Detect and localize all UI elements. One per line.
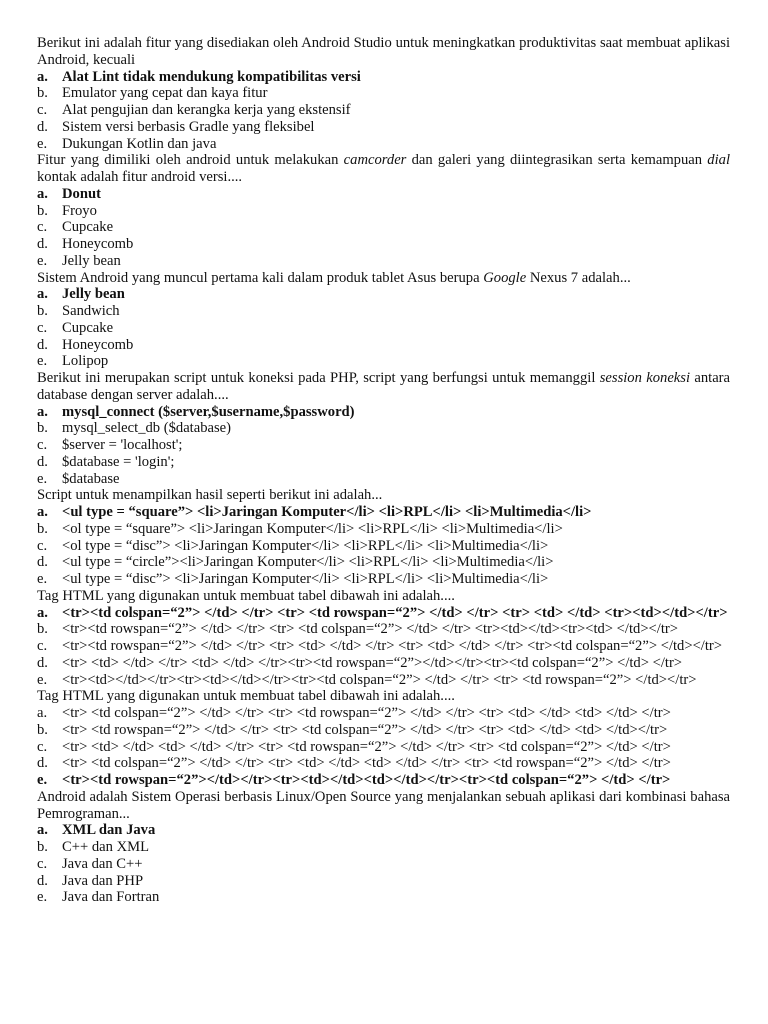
question-7-option-e xyxy=(37,772,730,789)
option-text: Dukungan Kotlin dan java xyxy=(62,135,217,152)
question-4-option-c xyxy=(37,437,730,454)
option-letter: c. xyxy=(37,102,48,118)
option-letter: e. xyxy=(37,571,48,587)
question-3-option-d xyxy=(37,337,730,354)
option-text: Sandwich xyxy=(62,303,120,319)
question-3-option-e xyxy=(37,353,730,370)
option-letter: c. xyxy=(37,638,48,654)
question-6-option-e xyxy=(37,672,730,689)
option-text: Honeycomb xyxy=(62,236,134,252)
question-5-option-c xyxy=(37,538,730,555)
option-text: Jelly bean xyxy=(62,252,121,269)
question-5-option-a xyxy=(37,504,730,521)
question-7-stem: Tag HTML yang digunakan untuk membuat tabel dibawah ini adalah.... xyxy=(37,688,455,705)
option-text: $server = 'localhost'; xyxy=(62,437,183,453)
question-4-text xyxy=(37,370,730,404)
option-text: Jelly bean xyxy=(62,286,125,303)
option-letter: a. xyxy=(37,705,48,721)
question-8-option-d xyxy=(37,873,730,890)
option-letter: d. xyxy=(37,336,48,353)
option-letter: c. xyxy=(37,855,48,872)
option-letter: c. xyxy=(37,537,48,554)
question-4-option-a xyxy=(37,404,730,421)
question-2-option-b xyxy=(37,203,730,220)
option-text: <tr><td></td></tr><tr><td></td></tr><tr><td colspan=“2”> </td> </tr> <tr> <td rowspan=“2”> </td></tr> xyxy=(62,671,697,688)
question-6-option-b xyxy=(37,621,730,638)
question-1-option-d xyxy=(37,119,730,136)
option-letter: a. xyxy=(37,286,48,303)
question-5-option-e xyxy=(37,571,730,588)
option-text: <ol type = “disc”> <li>Jaringan Komputer</li> <li>RPL</li> <li>Multimedia</li> xyxy=(62,537,549,554)
stem-italic-google: Google xyxy=(483,269,527,286)
option-text: <tr> <td colspan=“2”> </td> </tr> <tr> <td rowspan=“2”> </td> </tr> <tr> <td> </td> <td> </td> </tr> xyxy=(62,705,671,721)
option-text: <tr> <td> </td> </tr> <td> </td> </tr><tr><td rowspan=“2”></td></tr><tr><td colspan=“2”> </td> </tr> xyxy=(62,654,683,671)
question-8-option-b xyxy=(37,839,730,856)
option-text: <tr><td rowspan=“2”> </td> </tr> <tr> <td> </td> </tr> <tr> <td> </td> </tr> <tr><td colspan=“2”> </td></tr> xyxy=(62,638,723,654)
option-letter: e. xyxy=(37,135,48,152)
question-5-stem: Script untuk menampilkan hasil seperti berikut ini adalah... xyxy=(37,487,383,504)
option-letter: d. xyxy=(37,755,48,772)
option-letter: b. xyxy=(37,85,48,102)
option-letter: a. xyxy=(37,504,48,520)
option-text: Alat Lint tidak mendukung kompatibilitas versi xyxy=(62,68,361,85)
option-letter: e. xyxy=(37,671,48,688)
question-2-text xyxy=(37,152,730,186)
option-letter: e. xyxy=(37,353,48,370)
option-letter: b. xyxy=(37,520,48,537)
option-text: <ol type = “square”> <li>Jaringan Komputer</li> <li>RPL</li> <li>Multimedia</li> xyxy=(62,520,563,537)
option-letter: c. xyxy=(37,319,48,336)
question-7-option-a xyxy=(37,705,730,722)
option-text: XML dan Java xyxy=(62,822,156,839)
option-text: $database xyxy=(62,470,120,487)
question-1-option-b xyxy=(37,85,730,102)
question-6-option-d xyxy=(37,655,730,672)
option-letter: b. xyxy=(37,303,48,319)
question-2-option-e xyxy=(37,253,730,270)
question-8-option-c xyxy=(37,856,730,873)
question-3-option-b xyxy=(37,303,730,320)
option-letter: b. xyxy=(37,621,48,638)
option-text: $database = 'login'; xyxy=(62,453,175,470)
option-text: Sistem versi berbasis Gradle yang fleksibel xyxy=(62,118,315,135)
stem-part: antara database dengan server adalah.... xyxy=(37,370,731,403)
option-letter: b. xyxy=(37,839,48,855)
question-8-option-e xyxy=(37,889,730,906)
stem-italic-dial: dial xyxy=(707,152,730,169)
question-6-text xyxy=(37,588,730,605)
question-2-option-d xyxy=(37,236,730,253)
option-text: <tr><td colspan=“2”> </td> </tr> <tr> <td rowspan=“2”> </td> </tr> <tr> <td> </td> <tr><td></td></tr> xyxy=(62,604,728,621)
option-letter: d. xyxy=(37,654,48,671)
question-1-option-a xyxy=(37,69,730,86)
question-7-option-b xyxy=(37,722,730,739)
option-letter: a. xyxy=(37,604,48,621)
question-1-stem: Berikut ini adalah fitur yang disediakan oleh Android Studio untuk meningkatkan produktivitas saat membuat aplikasi Android, kecuali xyxy=(37,35,730,68)
option-text: <tr> <td colspan=“2”> </td> </tr> <tr> <td> </td> <td> </td> </tr> <tr> <td rowspan=“2”> </td> </tr> xyxy=(62,755,671,772)
option-letter: e. xyxy=(37,252,48,269)
option-text: <ul type = “square”> <li>Jaringan Komputer</li> <li>RPL</li> <li>Multimedia</li> xyxy=(62,504,592,520)
question-2-option-a xyxy=(37,186,730,203)
option-text: C++ dan XML xyxy=(62,839,149,855)
option-text: Java dan C++ xyxy=(62,855,143,872)
option-letter: d. xyxy=(37,453,48,470)
option-letter: c. xyxy=(37,738,48,755)
option-text: <ul type = “disc”> <li>Jaringan Komputer</li> <li>RPL</li> <li>Multimedia</li> xyxy=(62,571,549,587)
question-8-option-a xyxy=(37,822,730,839)
option-letter: d. xyxy=(37,554,48,571)
question-3-option-a xyxy=(37,286,730,303)
question-4-option-e xyxy=(37,471,730,488)
stem-part: kontak adalah fitur android versi.... xyxy=(37,169,243,185)
option-text: <tr> <td> </td> <td> </td> </tr> <tr> <td rowspan=“2”> </td> </tr> <tr> <td colspan=“2”> </td> </tr> xyxy=(62,738,671,755)
question-3-option-c xyxy=(37,320,730,337)
question-1-text xyxy=(37,35,730,69)
option-text: Emulator yang cepat dan kaya fitur xyxy=(62,85,268,102)
question-6-option-a xyxy=(37,605,730,622)
question-7-option-c xyxy=(37,739,730,756)
option-letter: c. xyxy=(37,437,48,453)
question-2-option-c xyxy=(37,219,730,236)
stem-part: Sistem Android yang muncul pertama kali dalam produk tablet Asus berupa xyxy=(37,269,484,286)
question-5-option-d xyxy=(37,554,730,571)
option-text: <tr><td rowspan=“2”></td></tr><tr><td></td><td></td></tr><tr><td colspan=“2”> </td> </tr> xyxy=(62,772,671,788)
option-text: Donut xyxy=(62,185,101,202)
option-text: mysql_select_db ($database) xyxy=(62,420,231,437)
option-letter: a. xyxy=(37,403,48,420)
stem-part: dan galeri yang diintegrasikan serta kemampuan xyxy=(406,152,708,169)
option-letter: a. xyxy=(37,185,48,202)
option-text: Alat pengujian dan kerangka kerja yang ekstensif xyxy=(62,102,351,118)
question-5-option-b xyxy=(37,521,730,538)
question-8-stem: Android adalah Sistem Operasi berbasis Linux/Open Source yang menjalankan sebuah aplikasi dari kombinasi bahasa Pemrograman... xyxy=(37,788,730,822)
option-text: <ul type = “circle”><li>Jaringan Komputer</li> <li>RPL</li> <li>Multimedia</li> xyxy=(62,554,554,571)
stem-part: Berikut ini merupakan script untuk koneksi pada PHP, script yang berfungsi untuk memanggil xyxy=(37,370,600,386)
option-letter: c. xyxy=(37,219,48,236)
option-text: <tr><td rowspan=“2”> </td> </tr> <tr> <td colspan=“2”> </td> </tr> <tr><td></td><tr><td> </td></tr> xyxy=(62,621,678,638)
option-text: Java dan PHP xyxy=(62,872,144,889)
stem-part: Nexus 7 adalah... xyxy=(526,269,631,286)
option-text: Froyo xyxy=(62,202,97,219)
question-7-text xyxy=(37,688,730,705)
option-letter: e. xyxy=(37,889,48,906)
question-6-option-c xyxy=(37,638,730,655)
option-letter: b. xyxy=(37,721,48,738)
option-letter: a. xyxy=(37,822,48,839)
question-6-stem: Tag HTML yang digunakan untuk membuat tabel dibawah ini adalah.... xyxy=(37,587,455,604)
option-letter: d. xyxy=(37,872,48,889)
option-text: Java dan Fortran xyxy=(62,889,160,906)
option-letter: d. xyxy=(37,118,48,135)
stem-italic-camcorder: camcorder xyxy=(343,152,407,169)
question-1-option-c xyxy=(37,102,730,119)
option-letter: b. xyxy=(37,202,48,219)
question-7-option-d xyxy=(37,755,730,772)
option-text: Cupcake xyxy=(62,219,114,236)
option-letter: e. xyxy=(37,470,48,487)
question-8-text xyxy=(37,789,730,823)
question-4-option-d xyxy=(37,454,730,471)
option-text: <tr> <td rowspan=“2”> </td> </tr> <tr> <td colspan=“2”> </td> </tr> <tr> <td> </td> <td> </td></tr> xyxy=(62,721,668,738)
question-5-text xyxy=(37,487,730,504)
option-letter: b. xyxy=(37,420,48,437)
option-text: Lolipop xyxy=(62,353,109,370)
option-text: Honeycomb xyxy=(62,336,134,353)
stem-part: Fitur yang dimiliki oleh android untuk melakukan xyxy=(37,152,344,169)
option-letter: d. xyxy=(37,236,48,252)
question-1-option-e xyxy=(37,136,730,153)
option-text: mysql_connect ($server,$username,$password) xyxy=(62,403,355,420)
option-text: Cupcake xyxy=(62,319,114,336)
question-3-text xyxy=(37,270,730,287)
stem-italic-session-koneksi: session koneksi xyxy=(599,370,691,386)
question-4-option-b xyxy=(37,420,730,437)
option-letter: a. xyxy=(37,68,48,85)
option-letter: e. xyxy=(37,772,48,788)
